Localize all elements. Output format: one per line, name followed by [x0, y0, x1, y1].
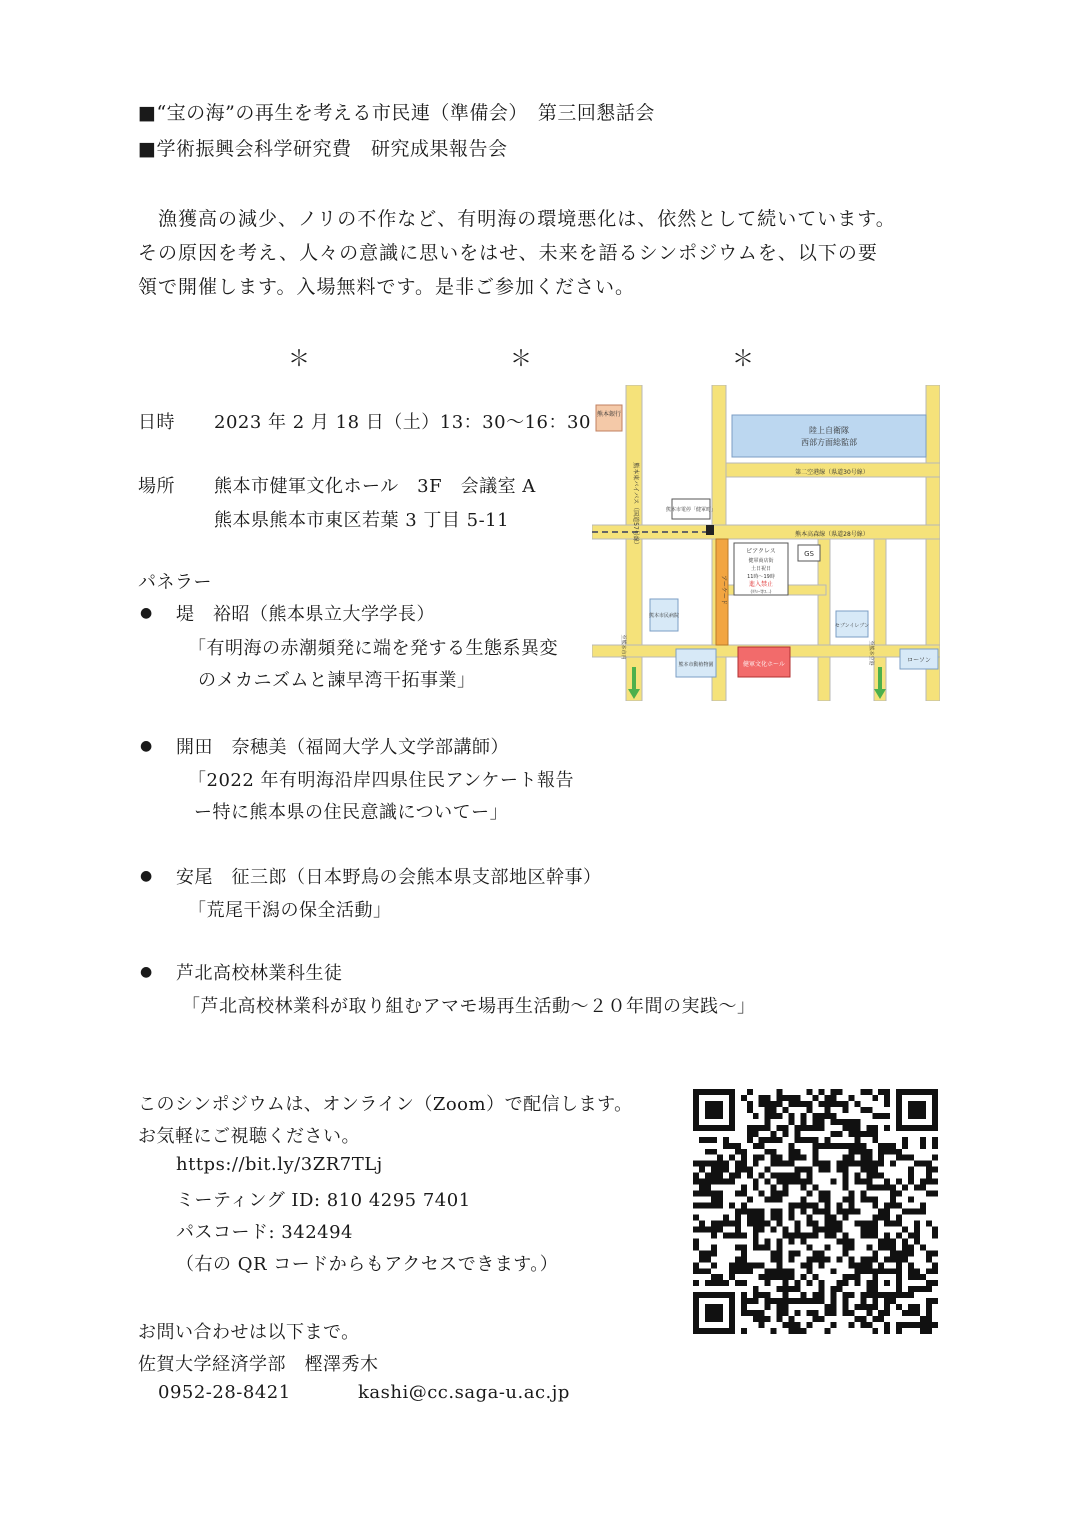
contact-phone: 0952-28-8421: [158, 1382, 291, 1403]
separator-star: ＊: [510, 347, 533, 372]
contact-org: 佐賀大学経済学部 樫澤秀木: [138, 1354, 379, 1375]
map-label-zoo: 熊本市動植物園: [678, 662, 714, 668]
place-line-1: 熊本市健軍文化ホール 3F 会議室 A: [214, 476, 536, 497]
intro-line-3: 領で開催します。入場無料です。是非ご参加ください。: [138, 276, 635, 298]
panelist-talk: のメカニズムと諫早湾干拓事業」: [198, 670, 476, 691]
map-label-pialeth3: 土日祝日: [750, 566, 772, 572]
map-label-bypass: 熊本東バイパス（国道57号線）: [632, 462, 639, 548]
date-value: 2023 年 2 月 18 日（土）13：30〜16：30: [214, 412, 591, 433]
venue-map: [592, 385, 940, 701]
place-line-2: 熊本県熊本市東区若葉 3 丁目 5-11: [214, 510, 510, 531]
panelist-talk: ー特に熊本県の住民意識についてー」: [194, 802, 509, 823]
map-label-noentry2: (ﾀｸｼｰ等ｽ...): [750, 589, 772, 594]
panelist-talk: 「2022 年有明海沿岸四県住民アンケート報告: [188, 770, 574, 791]
online-line-1: このシンポジウムは、オンライン（Zoom）で配信します。: [138, 1094, 633, 1115]
panelist-name: 芦北高校林業科生徒: [176, 963, 343, 984]
map-label-noentry: 進入禁止: [748, 581, 774, 588]
separator-star: ＊: [732, 347, 755, 372]
map-label-lawson: ローソン: [907, 657, 931, 664]
panelist-name: 堤 裕昭（熊本県立大学学長）: [176, 604, 435, 625]
map-label-bank: 熊本銀行: [596, 411, 622, 418]
intro-line-1: 漁獲高の減少、ノリの不作など、有明海の環境悪化は、依然として続いています。: [158, 208, 896, 230]
map-label-jgsdf2: 西部方面総監部: [801, 438, 857, 447]
map-label-south2: 至熊本空港: [868, 640, 874, 666]
map-label-cityoffice: 熊本市民病院: [648, 613, 680, 619]
map-label-pialeth4: 11時〜19時: [747, 574, 775, 580]
contact-intro: お問い合わせは以下まで。: [138, 1322, 360, 1343]
map-label-jgsdf: 陸上自衛隊: [809, 426, 849, 435]
separator-star: ＊: [288, 347, 311, 372]
panelist-name: 開田 奈穂美（福岡大学人文学部講師）: [176, 737, 509, 758]
panelist-talk: 「芦北高校林業科が取り組むアマモ場再生活動〜２０年間の実践〜」: [182, 996, 756, 1017]
qr-note: （右の QR コードからもアクセスできます。）: [176, 1254, 559, 1275]
map-label-south: 至熊本市内: [620, 634, 626, 660]
intro-line-2: その原因を考え、人々の意識に思いをはせ、未来を語るシンポジウムを、以下の要: [138, 242, 878, 264]
bullet-icon: ●: [140, 605, 153, 621]
map-label-arcade: アーケード: [720, 575, 727, 605]
jgsdf-block: [732, 415, 926, 457]
online-url[interactable]: https://bit.ly/3ZR7TLj: [176, 1154, 383, 1175]
map-label-pialeth: ピアクレス: [746, 548, 776, 555]
bullet-icon: ●: [140, 964, 153, 980]
map-label-route30: 第二空港線（県道30号線）: [795, 469, 869, 476]
meeting-id: ミーティング ID: 810 4295 7401: [176, 1190, 471, 1211]
bullet-icon: ●: [140, 738, 153, 754]
map-label-gs: GS: [804, 550, 814, 558]
panel-label: パネラー: [138, 572, 212, 593]
bank-block: [596, 405, 622, 431]
heading-1: ■“宝の海”の再生を考える市民連（準備会） 第三回懇話会: [138, 102, 655, 124]
passcode: パスコード: 342494: [176, 1222, 353, 1243]
contact-email[interactable]: kashi@cc.saga-u.ac.jp: [358, 1382, 570, 1403]
panelist-name: 安尾 征三郎（日本野鳥の会熊本県支部地区幹事）: [176, 867, 602, 888]
map-label-pialeth2: 健軍商店街: [748, 558, 774, 564]
map-label-hall: 健軍文化ホール: [743, 661, 785, 668]
panelist-talk: 「有明海の赤潮頻発に端を発する生態系異変: [188, 638, 558, 659]
map-label-route28: 熊本高森線（県道28号線）: [795, 531, 869, 538]
online-line-2: お気軽にご視聴ください。: [138, 1126, 360, 1147]
panelist-talk: 「荒尾干潟の保全活動」: [188, 900, 392, 921]
date-label: 日時: [138, 412, 175, 433]
bullet-icon: ●: [140, 868, 153, 884]
map-label-eleven: セブンイレブン: [834, 623, 870, 629]
map-label-tram: 熊本市電停「健軍町」: [665, 507, 717, 513]
heading-2: ■学術振興会科学研究費 研究成果報告会: [138, 138, 508, 160]
place-label: 場所: [138, 476, 175, 497]
qr-code-image[interactable]: [693, 1089, 938, 1334]
tram-stop-marker: [706, 525, 714, 535]
